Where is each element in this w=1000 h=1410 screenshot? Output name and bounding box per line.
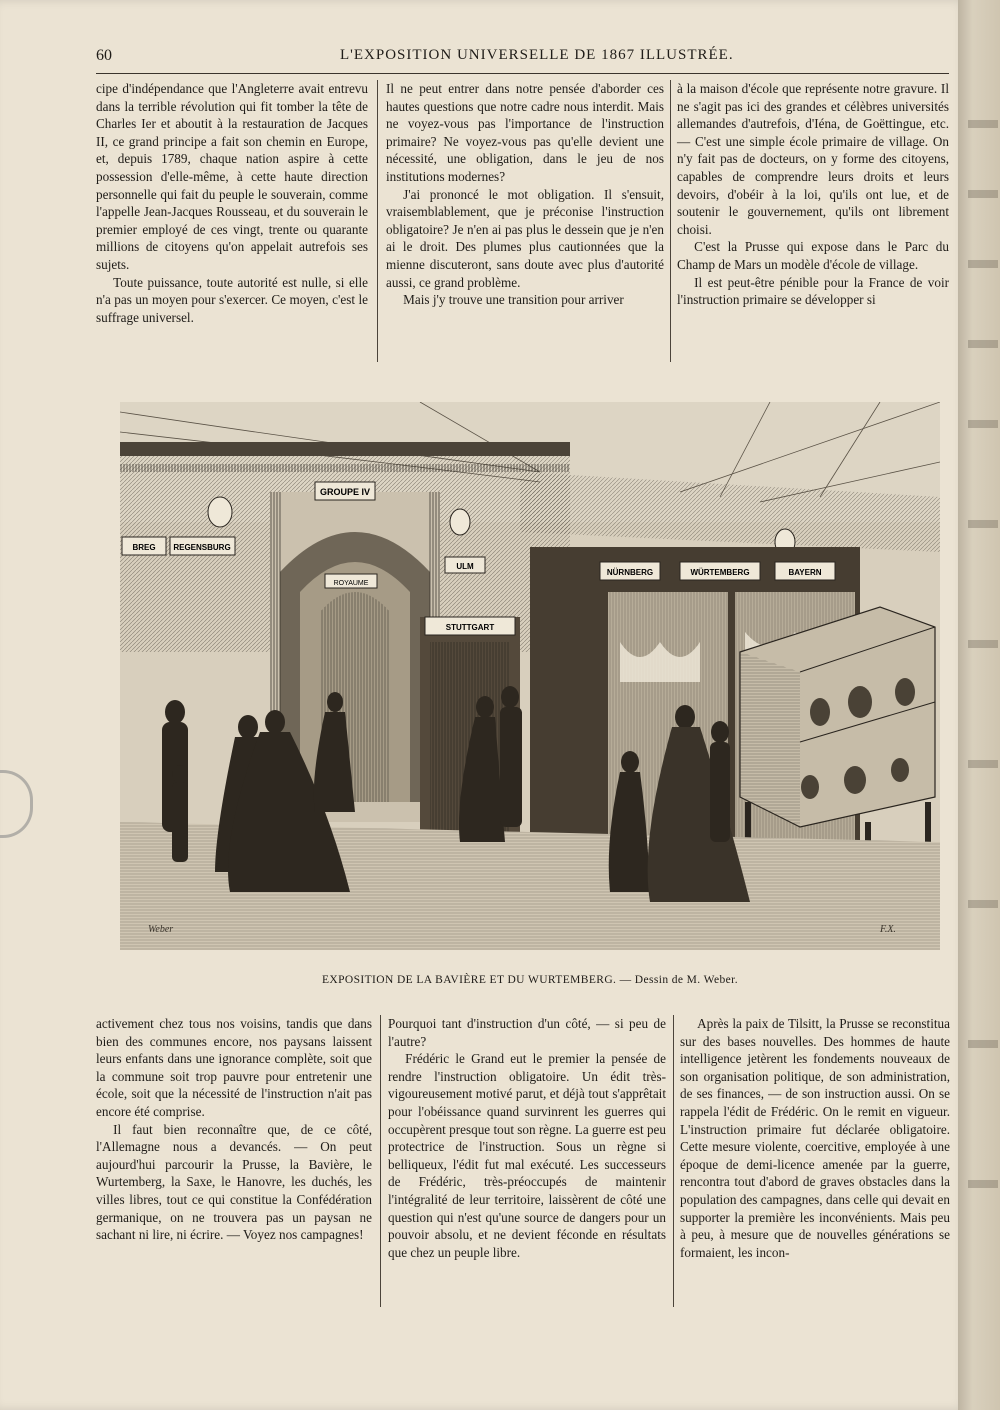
bottom-column-2 <box>388 1015 666 1261</box>
paragraph: Toute puissance, toute autorité est nulle, si elle n'a pas un moyen pour s'exercer. Ce moyen, c'est le suffrage universel. <box>96 274 368 325</box>
sign-regensburg: REGENSBURG <box>173 543 231 552</box>
paragraph: Il ne peut entrer dans notre pensée d'aborder ces hautes questions que notre cadre nous interdit. Mais ne voyez-vous pas l'importance de l'instruction primaire? Ne voyez-vous pas qu'elle devient une nécessité, une obligation, dans le jeu de nos institutions modernes? <box>386 81 664 184</box>
sign-stuttgart: STUTTGART <box>445 623 495 632</box>
top-column-3 <box>677 80 949 309</box>
header-rule <box>96 73 949 74</box>
sign-wurtemberg: WÜRTEMBERG <box>690 568 750 577</box>
column-divider <box>670 80 671 362</box>
sign-ulm: ULM <box>456 562 474 571</box>
next-page-edge <box>958 0 1000 1410</box>
paragraph: Il est peut-être pénible pour la France de voir l'instruction primaire se développer si <box>677 274 949 308</box>
svg-text:F.X.: F.X. <box>880 924 896 935</box>
column-divider <box>380 1015 381 1307</box>
illustration-caption: EXPOSITION DE LA BAVIÈRE ET DU WURTEMBERG. — Dessin de M. Weber. <box>321 974 739 986</box>
top-column-1 <box>96 80 368 326</box>
column-divider <box>673 1015 674 1307</box>
top-column-2 <box>386 80 664 309</box>
running-title: L'EXPOSITION UNIVERSELLE DE 1867 ILLUSTRÉE. <box>340 47 734 63</box>
paragraph: C'est la Prusse qui expose dans le Parc du Champ de Mars un modèle d'école de village. <box>677 239 949 272</box>
svg-text:Weber: Weber <box>148 924 174 935</box>
column-divider <box>377 80 378 362</box>
sign-bayern: BAYERN <box>788 568 822 577</box>
bottom-column-1 <box>96 1015 372 1244</box>
bottom-column-3 <box>680 1015 950 1261</box>
paragraph: Frédéric le Grand eut le premier la pensée de rendre l'instruction obligatoire. Un édit très-vigoureusement motivé parut, et déjà tout s'apprêtait pour l'obéissance quand survinrent les guerres qui occupèrent presque tout son règne. La guerre est peu protectrice de l'instruction. Sous un règne si belliqueux, l'édit fut mal exécuté. Les successeurs de Frédéric, très-préoccupés de maintenir l'intégralité de leur territoire, laissèrent de côté une question qui n'est qu'une source de dangers pour un pouvoir absolu, et ne devient féconde en résultats que chez un peuple libre. <box>388 1051 666 1260</box>
page-number: 60 <box>96 47 112 64</box>
paragraph: Après la paix de Tilsitt, la Prusse se reconstitua sur des bases nouvelles. Des hommes de haute intelligence jetèrent les fondements nouveaux de son organisation politique, de son administration, de ses finances, — de son instruction aussi. On se rappela l'édit de Frédéric. On le remit en vigueur. L'instruction primaire fut déclarée obligatoire. Cette mesure violente, coercitive, employée à une époque de demi-licence amenée par la guerre, rencontra tout d'abord de graves obstacles dans la population des campagnes, dans celle qui devait en supporter la première les inconvénients. Mais peu à peu, à mesure que de nouvelles générations se formaient, les incon- <box>680 1016 950 1260</box>
paragraph: à la maison d'école que représente notre gravure. Il ne s'agit pas ici des grandes et célèbres universités allemandes d'autrefois, d'Iéna, de Goëttingue, etc. — C'est une simple école primaire de village. On n'y fait pas de docteurs, on y forme des citoyens, capables de comprendre leurs droits et leurs devoirs, d'obéir à la loi, qu'ils ont lue, et de soutenir le gouvernement, qu'ils ont librement choisi. <box>677 81 949 237</box>
paragraph: Mais j'y trouve une transition pour arriver <box>403 292 624 308</box>
paragraph: activement chez tous nos voisins, tandis que dans bien des communes encore, nos paysans laissent leurs enfants dans une ignorance complète, soit que la commune soit trop pauvre pour entretenir une école, soit que la nécessité de l'instruction n'ait pas encore été comprise. <box>96 1016 372 1119</box>
sign-groupe: GROUPE IV <box>319 487 371 497</box>
paragraph: J'ai prononcé le mot obligation. Il s'ensuit, vraisemblablement, que je préconise l'instruction obligatoire? Je n'en ai pas plus le dessein que je n'en ai le droit. Des plumes plus cautionnées que la mienne discuteront, sans doute avec plus d'autorité aussi, ce grand problème. <box>386 186 664 290</box>
paragraph: Pourquoi tant d'instruction d'un côté, — si peu de l'autre? <box>388 1016 666 1049</box>
paragraph: Il faut bien reconnaître que, de ce côté, l'Allemagne nous a devancés. — On peut aujourd'hui parcourir la Prusse, la Bavière, le Wurtemberg, la Saxe, le Hanovre, les duchés, les villes libres, tout ce qui constitue la Confédération germanique, on ne trouvera pas un paysan ne sachant ni lire, ni écrire. — Voyez nos campagnes! <box>96 1121 372 1243</box>
sign-nuernberg: NÜRNBERG <box>606 568 654 577</box>
engraving-illustration <box>120 402 940 950</box>
binding-hole <box>0 770 33 838</box>
paragraph: cipe d'indépendance que l'Angleterre avait entrevu dans la terrible révolution qui fit tomber la tête de Charles Ier et aboutit à la restauration de Jacques II, ce grand principe a fait son chemin en Europe, et, depuis 1789, chaque nation aspire à cette possession d'elle-même, à cette haute direction personnelle qui fait du peuple le souverain, comme l'appelle Jean-Jacques Rousseau, et du souverain le premier employé de ces vingt, trente ou quarante millions de citoyens qu'on appelait autrefois ses sujets. <box>96 81 368 272</box>
sign-breg: BREG <box>132 543 156 552</box>
sign-royaume: ROYAUME <box>333 580 369 587</box>
